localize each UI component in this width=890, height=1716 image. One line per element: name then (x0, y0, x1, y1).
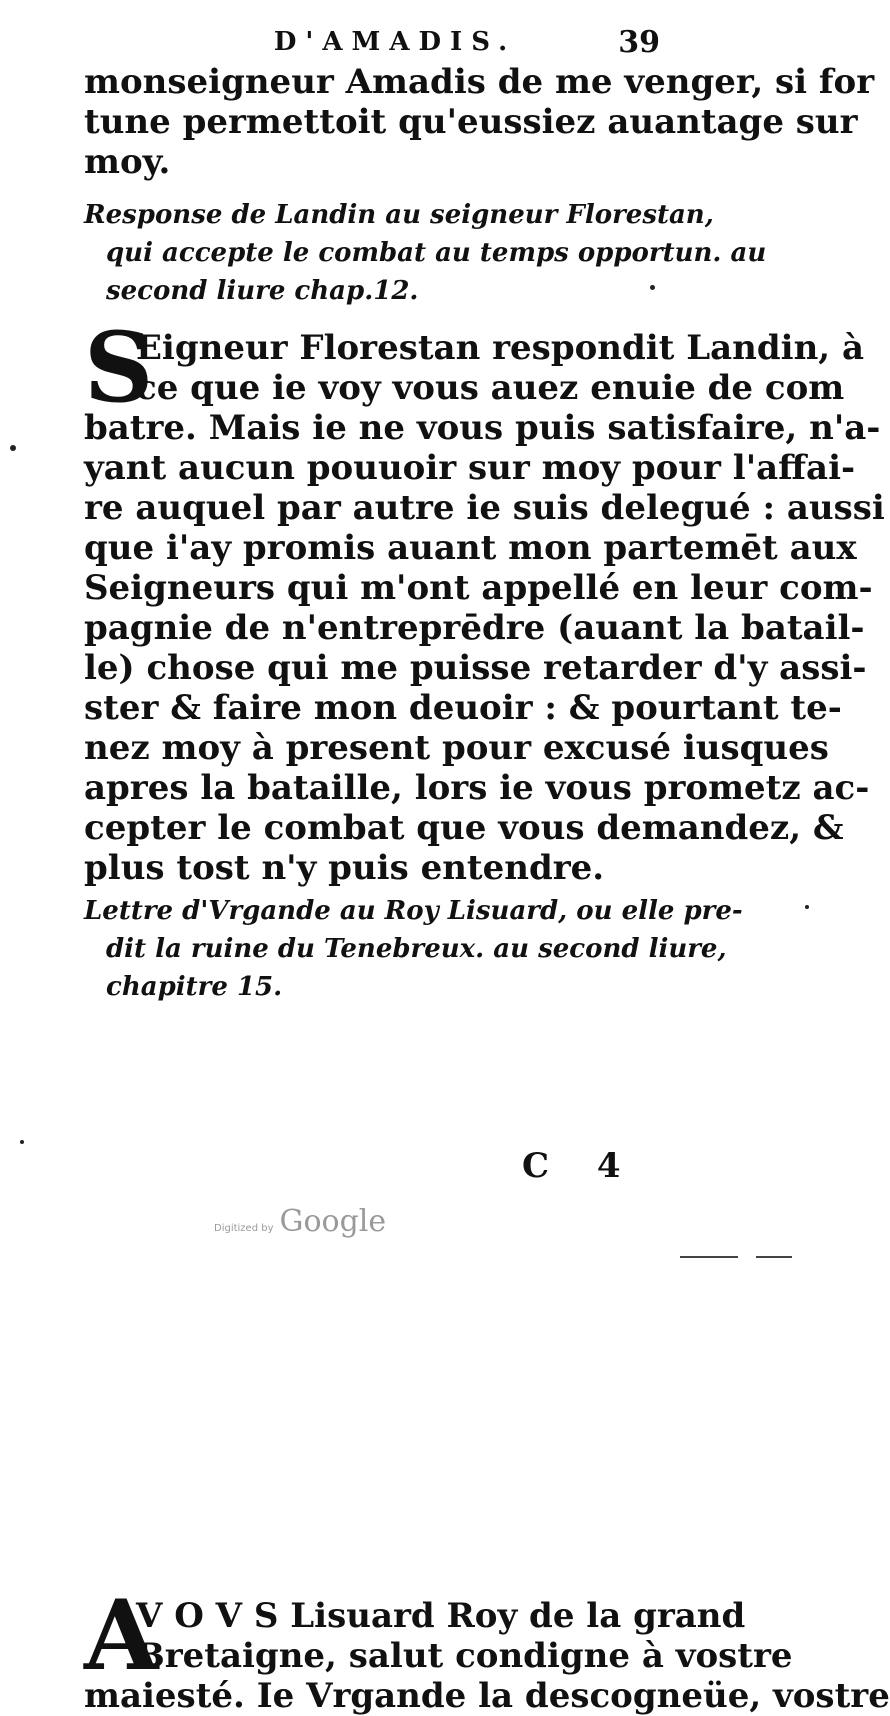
text-line: ster & faire mon deuoir : & pourtant te- (84, 688, 842, 728)
text-line: pagnie de n'entreprēdre (auant la batail- (84, 608, 865, 648)
heading-line: dit la ruine du Tenebreux. au second liure, (106, 934, 727, 964)
watermark-prefix: Digitized by (214, 1223, 274, 1234)
bottom-rule (680, 1256, 738, 1258)
text-line: que i'ay promis auant mon partemēt aux (84, 528, 857, 568)
text-line: maiesté. Ie Vrgande la descogneüe, vostre (84, 1676, 890, 1716)
ink-speck (10, 445, 16, 451)
top-text-block (84, 62, 875, 182)
heading-line: qui accepte le combat au temps opportun. au (106, 238, 767, 268)
text-line: Bretaigne, salut condigne à vostre (136, 1636, 793, 1676)
running-head (180, 24, 660, 60)
running-title: D'AMADIS. (273, 27, 517, 57)
ink-speck (20, 1140, 24, 1144)
text-line: le) chose qui me puisse retarder d'y assi- (84, 648, 867, 688)
drop-capital: S (84, 311, 154, 424)
text-line: monseigneur Amadis de me venger, si for (84, 62, 875, 102)
text-line: plus tost n'y puis entendre. (84, 848, 605, 888)
text-line: Eigneur Florestan respondit Landin, à (136, 328, 864, 368)
section2-body (84, 1579, 890, 1716)
section2-heading (84, 892, 743, 1006)
ink-speck (650, 285, 655, 290)
digitization-watermark (214, 1204, 386, 1239)
heading-line: Response de Landin au seigneur Florestan, (84, 200, 714, 230)
text-line: V O V S Lisuard Roy de la grand (136, 1596, 746, 1636)
heading-line: Lettre d'Vrgande au Roy Lisuard, ou elle pre- (84, 896, 743, 926)
text-line: cepter le combat que vous demandez, & (84, 808, 844, 848)
text-line: Seigneurs qui m'ont appellé en leur com- (84, 568, 873, 608)
heading-line: second liure chap.12. (106, 276, 419, 306)
page-number: 39 (618, 24, 660, 60)
text-line: ce que ie voy vous auez enuie de com (136, 368, 845, 408)
text-line: re auquel par autre ie suis delegué : aussi (84, 488, 885, 528)
text-line: batre. Mais ie ne vous puis satisfaire, n'a- (84, 408, 881, 448)
text-line: yant aucun pouuoir sur moy pour l'affai- (84, 448, 856, 488)
signature-mark: C 4 (522, 1146, 639, 1186)
bottom-rule (756, 1256, 792, 1258)
text-line: nez moy à present pour excusé iusques (84, 728, 829, 768)
text-line: apres la bataille, lors ie vous prometz ac- (84, 768, 870, 808)
drop-capital: A (84, 1579, 159, 1692)
heading-line: chapitre 15. (106, 972, 283, 1002)
text-line: tune permettoit qu'eussiez auantage sur (84, 102, 858, 142)
google-logo: Google (279, 1204, 387, 1239)
section1-heading (84, 196, 767, 310)
section1-body (84, 311, 885, 888)
ink-speck (805, 905, 809, 909)
text-line: moy. (84, 142, 171, 182)
